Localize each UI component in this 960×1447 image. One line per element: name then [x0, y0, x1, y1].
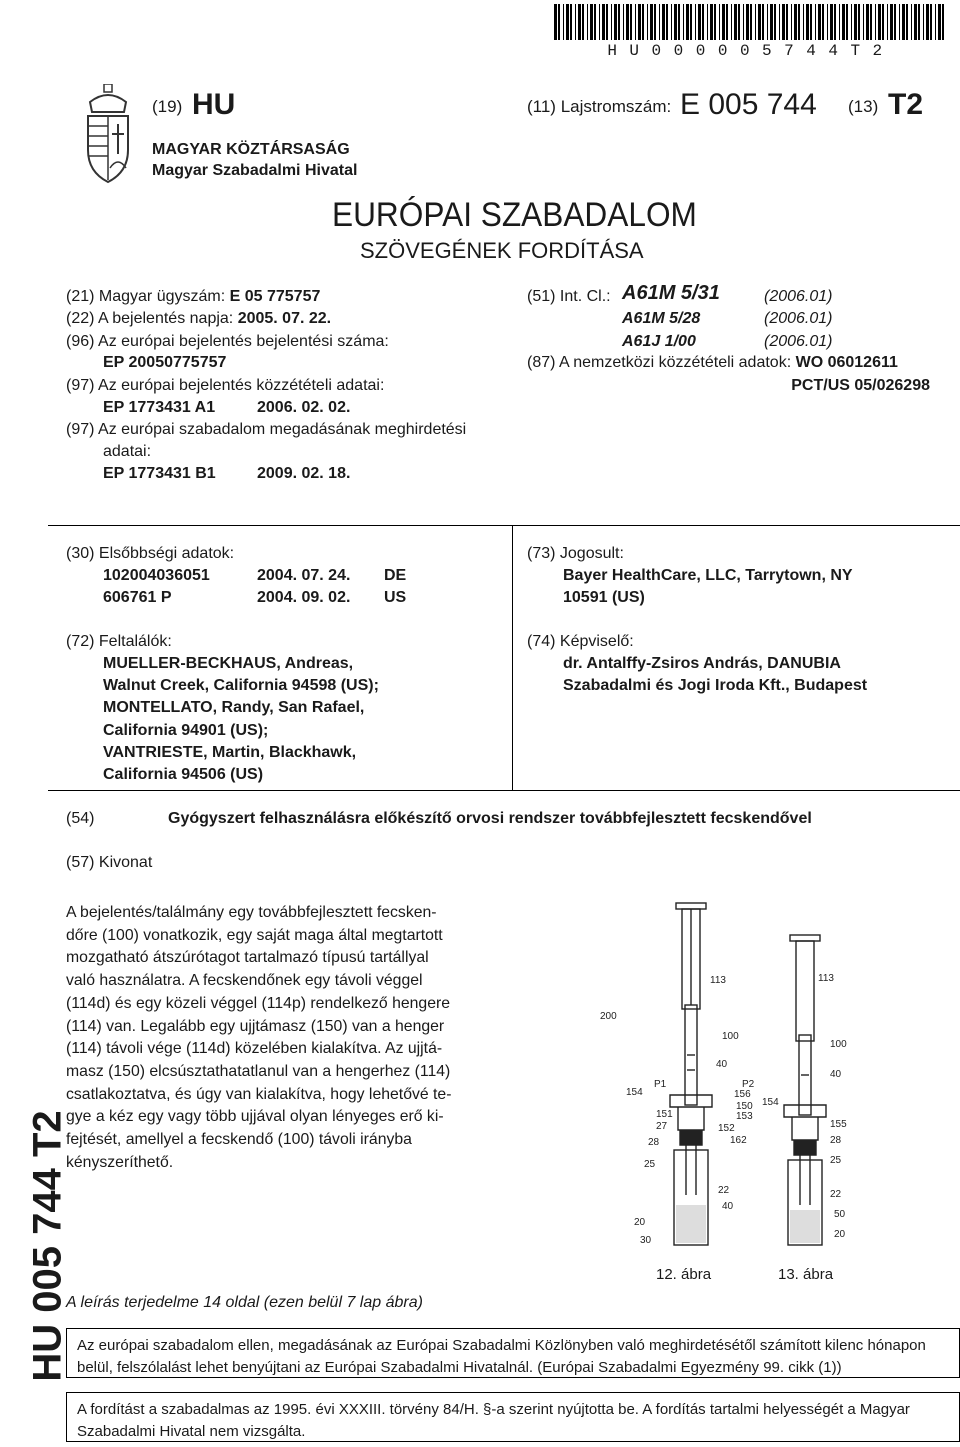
priority-number-2: 606761 P [103, 589, 172, 606]
translation-notice: A fordítást a szabadalmas az 1995. évi XXXIII. törvény 84/H. §-a szerint nyújtotta be. A fordítás tartalmi helyességét a Magyar Szabadalmi Hivatal nem vizsgálta. [66, 1392, 960, 1442]
priority-label: (30) Elsőbbségi adatok: [66, 545, 235, 562]
abstract-line: masz (150) elcsúsztathatatlanul van a hengerhez (114) [66, 1062, 451, 1080]
barcode-bar [839, 4, 840, 40]
barcode-bar [830, 4, 833, 40]
priority-country-1: DE [384, 567, 407, 584]
barcode-bar [750, 4, 752, 40]
abstract-line: (114) van. Legalább egy ujjtámasz (150) van a henger [66, 1017, 445, 1035]
int-cl-code-1: A61M 5/31 [622, 282, 720, 304]
kind-label: (13) [848, 97, 879, 116]
barcode-bar [935, 4, 936, 40]
barcode-bar [918, 4, 920, 40]
barcode-bar [671, 4, 672, 40]
barcode-bar [834, 4, 836, 40]
barcode-bar [770, 4, 773, 40]
int-cl-version-1: (2006.01) [764, 288, 833, 305]
inventor-line: California 94901 (US); [103, 721, 269, 739]
abstract-line: mozgatható átszúrótagot tartalmazó típusú tartállyal [66, 949, 429, 967]
abstract-line: (114d) és egy közeli véggel (114p) rendelkező hengere [66, 994, 451, 1012]
figure-label: 30 [640, 1235, 652, 1246]
proprietor-line-1: Bayer HealthCare, LLC, Tarrytown, NY [563, 567, 853, 584]
barcode-bar [899, 4, 900, 40]
representative-label: (74) Képviselő: [527, 633, 634, 650]
barcode-bar [942, 4, 944, 40]
barcode-bar [714, 4, 716, 40]
barcode-bar [587, 4, 588, 40]
figure-label: 20 [634, 1217, 646, 1228]
field-87-value-1: WO 06012611 [795, 354, 898, 371]
barcode-bar [566, 4, 569, 40]
barcode-bar [798, 4, 800, 40]
barcode-bar [686, 4, 689, 40]
divider-middle [48, 790, 960, 791]
abstract-line: dőre (100) vonatkozik, egy saját maga által megtartott [66, 926, 443, 944]
barcode-bar [930, 4, 932, 40]
proprietor-label: (73) Jogosult: [527, 545, 624, 562]
inventor-line: VANTRIESTE, Martin, Blackhawk, [103, 743, 357, 761]
abstract-label: (57) Kivonat [66, 854, 153, 871]
barcode-bar [690, 4, 692, 40]
priority-date-1: 2004. 07. 24. [257, 567, 351, 584]
barcode-bar [626, 4, 629, 40]
barcode-bar [911, 4, 912, 40]
barcode-bar [710, 4, 713, 40]
barcode-bar [614, 4, 617, 40]
barcode-bar [902, 4, 905, 40]
barcode-bar [642, 4, 644, 40]
figure-label: 20 [834, 1229, 846, 1240]
barcode-bar [794, 4, 797, 40]
figure-label: 28 [830, 1135, 842, 1146]
barcode-bar [858, 4, 860, 40]
abstract-line: gye a kéz egy vagy több ujjával olyan lényeges erő ki- [66, 1108, 444, 1126]
field-97b-number: EP 1773431 B1 [103, 465, 216, 482]
registration-label: (11) Lajstromszám: [527, 97, 672, 116]
barcode-bar [662, 4, 665, 40]
barcode-bar [746, 4, 749, 40]
divider-vertical [512, 525, 513, 790]
barcode-bar [890, 4, 893, 40]
inventor-line: MONTELLATO, Randy, San Rafael, [103, 699, 365, 717]
barcode-bar [875, 4, 876, 40]
barcode-bar [602, 4, 605, 40]
field-97b-date: 2009. 02. 18. [257, 465, 351, 482]
abstract-line: való használatra. A fecskendőnek egy távoli véggel [66, 972, 423, 990]
side-label: HU 005 744 T2 [25, 1110, 70, 1382]
field-96-label: (96) Az európai bejelentés bejelentési száma: [66, 333, 389, 350]
figure-label: 100 [830, 1039, 847, 1050]
figure-label: 151 [656, 1109, 673, 1120]
field-21 [66, 286, 320, 308]
field-51-label: (51) Int. Cl.: [527, 288, 611, 305]
barcode-bar [827, 4, 828, 40]
abstract-line: fejtését, amellyel a fecskendő (100) távoli irányba [66, 1131, 412, 1149]
barcode-bars [552, 4, 950, 40]
barcode-bar [722, 4, 725, 40]
barcode-bar [635, 4, 636, 40]
barcode-bar [863, 4, 864, 40]
barcode-bar [683, 4, 684, 40]
int-cl-code-2: A61M 5/28 [622, 310, 701, 327]
inventor-line: MUELLER-BECKHAUS, Andreas, [103, 655, 354, 672]
barcode-bar [659, 4, 660, 40]
figure-label: 28 [648, 1137, 660, 1148]
barcode-bar [611, 4, 612, 40]
barcode-bar [674, 4, 677, 40]
field-21-value: E 05 775757 [229, 288, 321, 305]
figure-label: 200 [600, 1011, 617, 1022]
barcode-bar [774, 4, 776, 40]
field-22-label: (22) A bejelentés napja: [66, 310, 234, 327]
abstract-line: A bejelentés/találmány egy továbbfejlesztett fecsken- [66, 904, 437, 921]
figure-label: 154 [626, 1087, 643, 1098]
barcode-bar [734, 4, 737, 40]
figure-label: 40 [722, 1201, 734, 1212]
priority-date-2: 2004. 09. 02. [257, 589, 351, 606]
inventor-line: Walnut Creek, California 94598 (US); [103, 677, 379, 695]
int-cl-code-3: A61J 1/00 [622, 333, 696, 350]
barcode-bar [842, 4, 845, 40]
barcode-bar [755, 4, 756, 40]
field-97a-number: EP 1773431 A1 [103, 399, 216, 416]
figure-label: 27 [656, 1121, 668, 1132]
barcode-bar [743, 4, 744, 40]
figure-label: 155 [830, 1119, 847, 1130]
document-title: EURÓPAI SZABADALOM [332, 196, 697, 234]
barcode-bar [575, 4, 576, 40]
barcode-bar [707, 4, 708, 40]
barcode-bar [815, 4, 816, 40]
figure-label: 150 [736, 1101, 753, 1112]
figure-drawing [590, 895, 890, 1255]
barcode-bar [846, 4, 848, 40]
figure-label: 152 [718, 1123, 735, 1134]
figure-caption-13: 13. ábra [778, 1266, 834, 1283]
barcode-bar [726, 4, 728, 40]
barcode-bar [654, 4, 656, 40]
barcode-bar [590, 4, 593, 40]
barcode-bar [650, 4, 653, 40]
field-22 [66, 308, 331, 330]
barcode-bar [630, 4, 632, 40]
barcode-bar [758, 4, 761, 40]
kind-code: T2 [888, 88, 924, 121]
description-scope-note: A leírás terjedelme 14 oldal (ezen belül 7 lap ábra) [66, 1294, 423, 1311]
barcode-bar [887, 4, 888, 40]
int-cl-version-3: (2006.01) [764, 333, 833, 350]
abstract-line: (114) távoli vége (114d) közelében kialakítva. Az ujjtá- [66, 1040, 443, 1058]
barcode-bar [894, 4, 896, 40]
figure-label: 22 [718, 1185, 730, 1196]
figure-label: 40 [716, 1059, 728, 1070]
int-cl-version-2: (2006.01) [764, 310, 833, 327]
barcode-bar [738, 4, 740, 40]
barcode-bar [558, 4, 560, 40]
barcode-bar [582, 4, 584, 40]
barcode-bar [791, 4, 792, 40]
barcode-bar [923, 4, 924, 40]
barcode-bar [762, 4, 764, 40]
coat-of-arms-logo [82, 84, 134, 184]
field-22-value: 2005. 07. 22. [237, 310, 332, 327]
field-97a-label: (97) Az európai bejelentés közzétételi adatai: [66, 377, 385, 394]
figure-label: 25 [644, 1159, 656, 1170]
office-line1: MAGYAR KÖZTÁRSASÁG [152, 141, 350, 158]
proprietor-line-2: 10591 (US) [563, 589, 645, 606]
barcode-bar [578, 4, 581, 40]
field-96-value: EP 20050775757 [103, 354, 227, 371]
barcode-bar [786, 4, 788, 40]
barcode-bar [803, 4, 804, 40]
barcode-bar [767, 4, 768, 40]
barcode-bar [638, 4, 641, 40]
opposition-notice: Az európai szabadalom ellen, megadásának az Európai Szabadalmi Közlönyben való meghirdetésétől számított kilenc hónapon belül, felszólalást lehet benyújtani az Európai Szabadalmi Hivatalnál. (Európai Szabadalmi Egyezmény 99. cikk (1)) [66, 1328, 960, 1378]
field-87-label: (87) A nemzetközi közzétételi adatok: [527, 354, 792, 371]
barcode-bar [810, 4, 812, 40]
barcode-bar [606, 4, 608, 40]
barcode-bar [806, 4, 809, 40]
barcode-bar [906, 4, 908, 40]
barcode-bar [818, 4, 821, 40]
office-line2: Magyar Szabadalmi Hivatal [152, 162, 358, 179]
figure-caption-12: 12. ábra [656, 1266, 712, 1283]
barcode-bar [623, 4, 624, 40]
barcode-bar [866, 4, 869, 40]
figure-label: 50 [834, 1209, 846, 1220]
representative-line-1: dr. Antalffy-Zsiros András, DANUBIA [563, 655, 841, 672]
barcode-bar [914, 4, 917, 40]
figure-label: 113 [818, 973, 834, 984]
barcode-bar [698, 4, 701, 40]
barcode-bar [854, 4, 857, 40]
inventor-line: California 94506 (US) [103, 766, 264, 784]
barcode-bar [779, 4, 780, 40]
priority-country-2: US [384, 589, 407, 606]
figure-label: 156 [734, 1089, 751, 1100]
field-87 [527, 352, 898, 374]
country-code-label: (19) [152, 97, 183, 116]
barcode-bar [594, 4, 596, 40]
figure-label: 22 [830, 1189, 842, 1200]
figure-label: 154 [762, 1097, 779, 1108]
priority-number-1: 102004036051 [103, 567, 210, 584]
barcode-bar [554, 4, 557, 40]
barcode-bar [702, 4, 704, 40]
barcode-bar [878, 4, 881, 40]
barcode-text: HU000005744T2 [607, 42, 895, 60]
barcode-bar [882, 4, 884, 40]
figure-label: P1 [654, 1079, 667, 1090]
barcode [552, 4, 950, 64]
invention-title-label: (54) [66, 810, 95, 827]
divider-top [48, 525, 960, 526]
barcode-bar [938, 4, 941, 40]
barcode-bar [731, 4, 732, 40]
country-code: HU [192, 88, 236, 121]
inventors-list [103, 653, 379, 786]
barcode-bar [647, 4, 648, 40]
barcode-bar [599, 4, 600, 40]
barcode-bar [695, 4, 696, 40]
field-87-value-2: PCT/US 05/026298 [791, 377, 930, 394]
barcode-bar [618, 4, 620, 40]
figure-label: 113 [710, 975, 726, 986]
figure-label: P2 [742, 1079, 755, 1090]
representative-line-2: Szabadalmi és Jogi Iroda Kft., Budapest [563, 677, 868, 694]
barcode-bar [822, 4, 824, 40]
figure-label: 25 [830, 1155, 842, 1166]
barcode-bar [666, 4, 668, 40]
document-subtitle: SZÖVEGÉNEK FORDÍTÁSA [360, 238, 644, 263]
barcode-bar [851, 4, 852, 40]
barcode-bar [563, 4, 564, 40]
figure-label: 153 [736, 1111, 753, 1122]
abstract-line: kényszeríthető. [66, 1153, 174, 1171]
barcode-bar [678, 4, 680, 40]
abstract-line: csatlakoztatva, és úgy van kialakítva, hogy lehetővé te- [66, 1085, 452, 1103]
field-97b-label-1: (97) Az európai szabadalom megadásának meghirdetési [66, 421, 467, 438]
syringe-figure-12 [670, 903, 712, 1245]
figure-label: 40 [830, 1069, 842, 1080]
barcode-bar [719, 4, 720, 40]
barcode-bar [782, 4, 785, 40]
field-97b-label-2: adatai: [103, 443, 152, 460]
registration-number: E 005 744 [680, 88, 817, 121]
abstract-text [66, 902, 486, 1174]
field-97a-date: 2006. 02. 02. [257, 399, 351, 416]
inventors-label: (72) Feltalálók: [66, 633, 172, 650]
figure-label: 100 [722, 1031, 739, 1042]
figure-label: 162 [730, 1135, 747, 1146]
barcode-bar [870, 4, 872, 40]
barcode-bar [926, 4, 929, 40]
invention-title: Gyógyszert felhasználásra előkészítő orvosi rendszer továbbfejlesztett fecskendővel [168, 810, 812, 827]
field-21-label: (21) Magyar ügyszám: [66, 288, 226, 305]
barcode-bar [570, 4, 572, 40]
